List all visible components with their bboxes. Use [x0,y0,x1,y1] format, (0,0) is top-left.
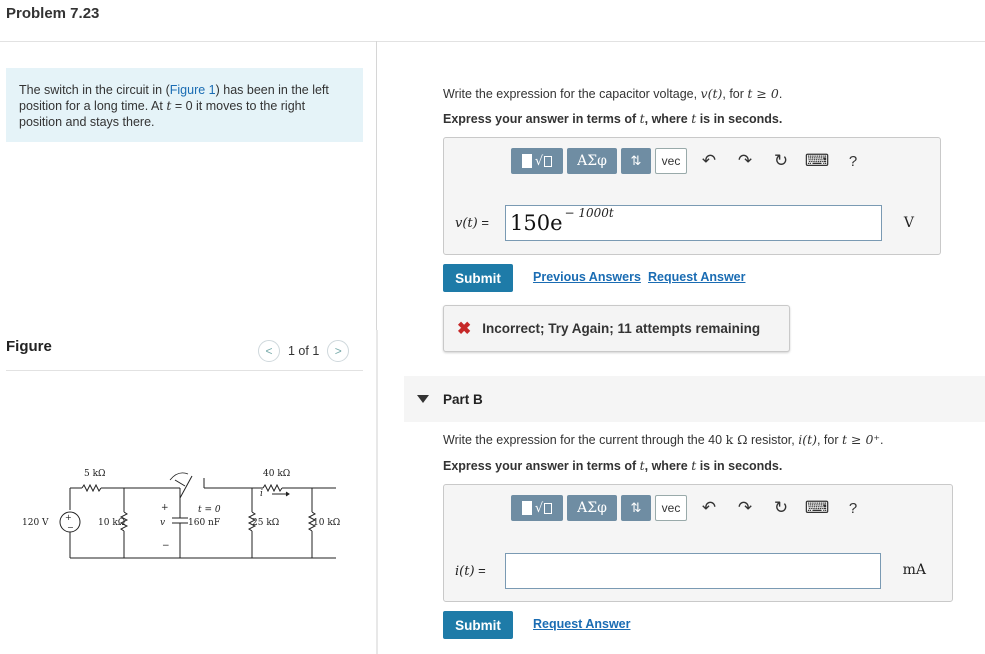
part-a-answer-exponent: − 1000t [564,206,614,220]
part-b-answer-input[interactable] [505,553,881,589]
column-divider-shadow [376,330,378,654]
part-b-var: i(t) [455,564,475,579]
part-a-question-text: Write the expression for the capacitor voltage, [443,87,701,101]
problem-text-2: ) has been in the left position for a long time. At [19,83,329,113]
part-b-label: Part B [443,391,483,407]
prev-figure-button[interactable]: < [258,340,280,362]
part-b-instr-var1: t [639,458,645,473]
part-a-instr-text: Express your answer in terms of [443,112,640,126]
keyboard-icon[interactable]: ⌨ [804,498,830,517]
figure-label: Figure [6,338,52,355]
r4-label: 25 kΩ [252,518,280,528]
part-b-request-answer-link[interactable]: Request Answer [533,617,631,631]
circuit-diagram [20,458,365,578]
v-plus: + [161,503,169,513]
resistor-5k [82,485,101,491]
reset-icon[interactable]: ↻ [773,498,789,517]
r2-label: 10 kΩ [98,518,126,528]
subscript-superscript-button[interactable]: ⇅ [621,148,651,174]
problem-time-var: t [166,98,172,113]
part-b-question-mid2: , for [816,433,842,447]
r3-label: 40 kΩ [263,469,291,479]
part-b-question-cond: t ≥ 0⁺ [842,432,880,447]
cap-label: 160 nF [188,518,221,528]
part-a-submit-button[interactable]: Submit [443,264,513,292]
part-b-header[interactable] [404,376,985,422]
figure-pager [258,340,349,362]
r1-label: 5 kΩ [84,469,106,479]
problem-title: Problem 7.23 [6,5,100,22]
part-a-request-answer-link[interactable]: Request Answer [648,270,746,284]
part-a-question-mid: , for [722,87,748,101]
undo-icon[interactable]: ↶ [701,151,717,170]
part-b-submit-button[interactable]: Submit [443,611,513,639]
help-icon[interactable]: ? [848,152,858,170]
problem-text-1: The switch in the circuit in ( [19,83,170,97]
switch-blade [180,476,192,498]
feedback-text: Incorrect; Try Again; 11 attempts remaining [482,321,761,336]
incorrect-feedback [443,305,790,352]
part-a-instr-var2: t [691,111,697,126]
part-a-instr-var1: t [639,111,645,126]
redo-icon[interactable]: ↷ [737,151,753,170]
keyboard-icon[interactable]: ⌨ [804,151,830,170]
next-figure-button[interactable]: > [327,340,349,362]
part-b-instr-text: Express your answer in terms of [443,459,640,473]
part-b-question-text: Write the expression for the current through the 40 [443,433,726,447]
resistor-40k [263,485,282,491]
part-b-instr-var2: t [691,458,697,473]
greek-symbols-button[interactable]: ΑΣφ [567,148,617,174]
part-a-question [443,86,782,101]
part-b-question-var: i(t) [798,432,817,447]
vector-button[interactable]: vec [655,148,687,174]
switch-time-label: t = 0 [198,505,221,515]
part-a-question-end: . [778,87,783,101]
part-b-answer-panel [443,484,953,602]
previous-answers-link[interactable]: Previous Answers [533,270,641,284]
source-minus: − [67,523,74,532]
i-label: i [260,489,263,499]
redo-icon[interactable]: ↷ [737,498,753,517]
part-b-instr-end: is in seconds. [696,459,783,473]
part-a-question-cond: t ≥ 0 [747,86,779,101]
part-a-answer-panel [443,137,941,255]
part-a-question-var: v(t) [700,86,723,101]
part-b-unit: mA [902,562,926,578]
incorrect-x-icon: ✖ [457,318,472,338]
part-a-answer-base: 150e [510,211,563,235]
vector-button[interactable]: vec [655,495,687,521]
part-a-var-label [455,215,489,231]
templates-button[interactable]: √ [511,148,563,174]
greek-symbols-button[interactable]: ΑΣφ [567,495,617,521]
part-a-equals: = [477,215,489,230]
part-b-equals: = [474,563,486,578]
part-b-question-end: . [880,433,884,447]
part-a-math-toolbar [511,148,871,174]
part-a-instruction [443,111,782,126]
subscript-superscript-button[interactable]: ⇅ [621,495,651,521]
header-divider [0,41,985,42]
part-a-answer-input[interactable] [505,205,882,241]
part-a-unit: V [903,215,914,231]
problem-text-3: = 0 it moves to the right position and stays there. [19,99,306,129]
part-b-question [443,432,883,447]
figure-divider [6,370,363,371]
templates-button[interactable]: √ [511,495,563,521]
v-minus: − [162,541,170,551]
part-b-instr-mid: , where [644,459,692,473]
figure-page-count: 1 of 1 [288,344,320,358]
source-plus: + [65,513,72,522]
undo-icon[interactable]: ↶ [701,498,717,517]
r5-label: 10 kΩ [313,518,341,528]
part-b-question-unit: k Ω [725,432,748,447]
part-b-math-toolbar [511,495,871,521]
v-label: v [160,518,166,528]
figure-link[interactable]: Figure 1 [169,83,216,97]
reset-icon[interactable]: ↻ [773,151,789,170]
part-a-instr-end: is in seconds. [696,112,783,126]
source-label: 120 V [22,518,49,528]
help-icon[interactable]: ? [848,499,858,517]
part-a-instr-mid: , where [644,112,692,126]
part-b-question-mid: resistor, [747,433,799,447]
problem-statement [6,68,363,142]
part-b-var-label [455,563,486,579]
part-b-instruction [443,458,782,473]
part-a-var: v(t) [455,216,478,231]
collapse-triangle-icon[interactable] [417,395,429,403]
